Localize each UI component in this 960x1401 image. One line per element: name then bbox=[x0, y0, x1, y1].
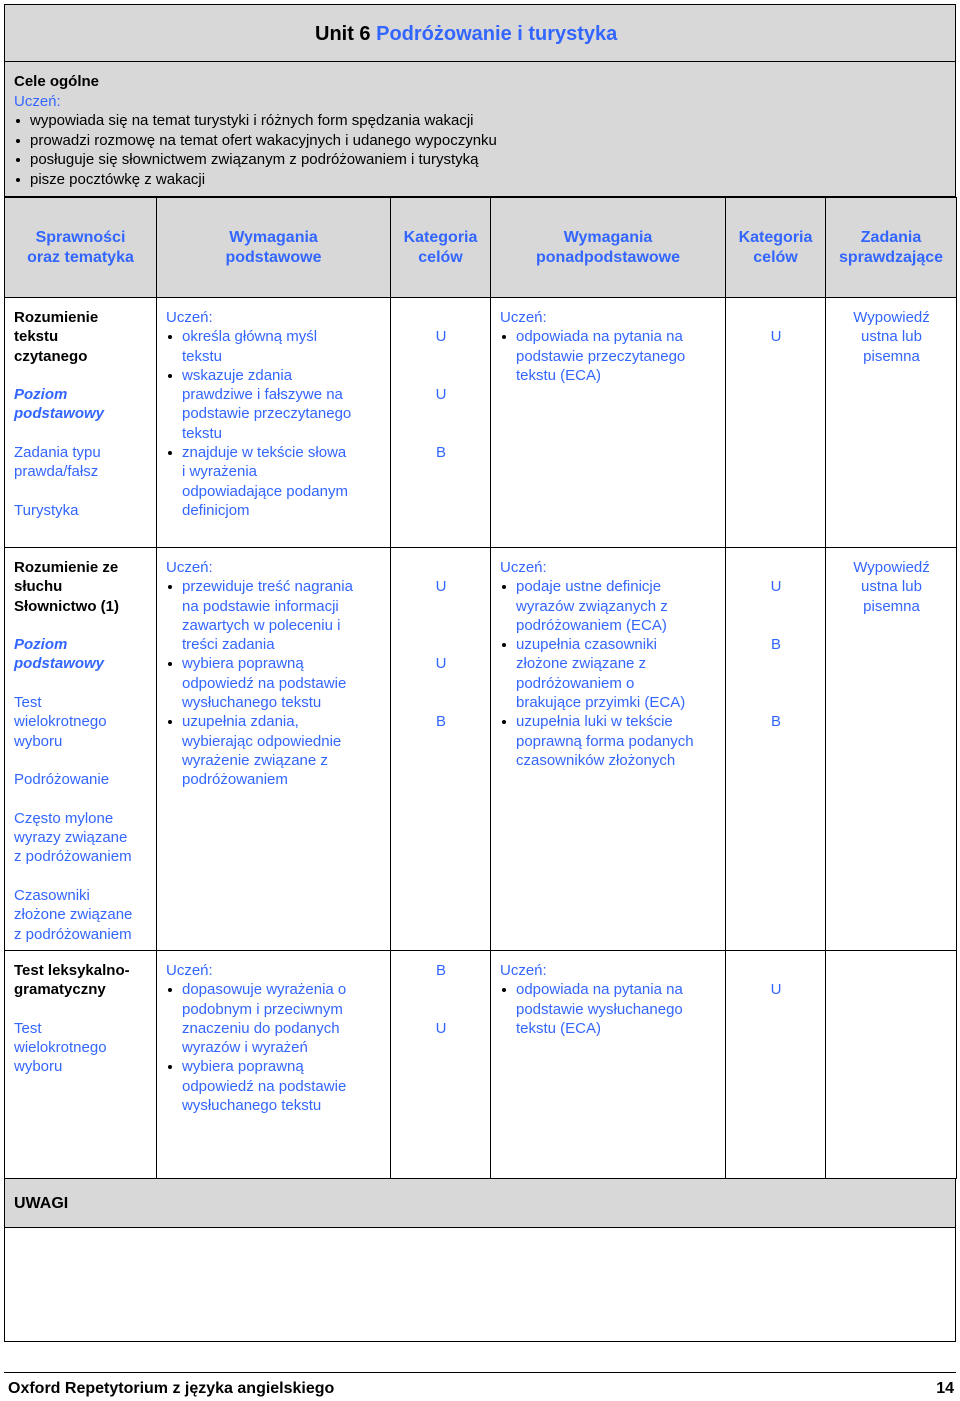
category-letter bbox=[400, 635, 482, 654]
notes-header bbox=[4, 1178, 956, 1228]
list-item bbox=[500, 327, 717, 385]
student-label: Uczeń: bbox=[500, 559, 547, 576]
unit-number: Unit 6 bbox=[315, 23, 371, 45]
category-letter: U bbox=[435, 328, 447, 345]
col-header-basic bbox=[157, 198, 391, 298]
item-line: podstawie przeczytanego bbox=[182, 405, 352, 423]
goals-heading: Cele ogólne bbox=[14, 73, 100, 90]
item-line: tekstu bbox=[182, 424, 223, 442]
category-letter: U bbox=[770, 578, 782, 595]
table-row bbox=[5, 298, 957, 548]
goals-student: Uczeń: bbox=[14, 92, 61, 110]
table-row bbox=[5, 548, 957, 951]
item-line: prawdziwe i fałszywe na bbox=[182, 386, 343, 404]
item-line: przewiduje treść nagrania bbox=[182, 578, 353, 596]
basic-cell bbox=[157, 548, 391, 951]
topic-line: z podróżowaniem bbox=[14, 848, 132, 866]
category-cell bbox=[391, 951, 491, 1179]
task-line: Zadania typu bbox=[14, 444, 101, 462]
category-letter bbox=[400, 346, 482, 365]
item-line: treści zadania bbox=[182, 636, 275, 654]
student-label: Uczeń: bbox=[166, 309, 213, 326]
item-line: wysłuchanego tekstu bbox=[182, 1097, 322, 1115]
col-header-advanced bbox=[491, 198, 726, 298]
category-letter bbox=[735, 596, 817, 615]
requirements-table bbox=[4, 197, 957, 1179]
task-line: wyboru bbox=[14, 732, 63, 750]
category-letter: U bbox=[435, 1019, 447, 1037]
list-item bbox=[166, 327, 382, 366]
student-label: Uczeń: bbox=[500, 309, 547, 326]
category-letter bbox=[400, 1000, 482, 1019]
category-letter: B bbox=[435, 962, 446, 979]
col-header-line: celów bbox=[418, 249, 463, 266]
notes-body[interactable] bbox=[4, 1228, 956, 1342]
category-letter bbox=[400, 404, 482, 423]
check-line: ustna lub bbox=[861, 328, 922, 346]
level-line: podstawowy bbox=[14, 405, 105, 423]
footer-book-title: Oxford Repetytorium z języka angielskiego bbox=[8, 1380, 335, 1397]
list-item bbox=[166, 980, 382, 1057]
skill-cell bbox=[5, 951, 157, 1179]
check-line: Wypowiedź bbox=[853, 309, 930, 326]
check-line: ustna lub bbox=[861, 578, 922, 596]
item-line: poprawną forma podanych bbox=[516, 732, 694, 750]
item-line: wybiera poprawną bbox=[182, 655, 304, 673]
category-letter bbox=[735, 693, 817, 712]
col-header-line: Sprawności bbox=[35, 229, 126, 246]
item-line: wysłuchanego tekstu bbox=[182, 694, 322, 712]
item-line: wybierając odpowiednie bbox=[182, 732, 342, 750]
category-cell bbox=[391, 548, 491, 951]
check-cell bbox=[826, 298, 957, 548]
level-line: Poziom bbox=[14, 386, 68, 404]
category-letter: B bbox=[435, 713, 446, 731]
skill-cell bbox=[5, 298, 157, 548]
table-row bbox=[5, 951, 957, 1179]
task-line: wielokrotnego bbox=[14, 1039, 107, 1057]
category-letter bbox=[400, 673, 482, 692]
category-letter bbox=[400, 693, 482, 712]
col-header-line: podstawowe bbox=[225, 249, 322, 266]
category-letter: B bbox=[770, 713, 781, 731]
col-header-line: oraz tematyka bbox=[27, 249, 134, 266]
category-letter bbox=[400, 616, 482, 635]
level-line: podstawowy bbox=[14, 655, 105, 673]
topic-line: Często mylone bbox=[14, 809, 114, 827]
item-line: tekstu bbox=[182, 347, 223, 365]
task-line: Test bbox=[14, 1019, 42, 1037]
topic-line: Czasowniki bbox=[14, 887, 90, 905]
basic-list bbox=[166, 980, 382, 1115]
list-item bbox=[166, 577, 382, 654]
item-line: podstawie przeczytanego bbox=[516, 347, 686, 365]
basic-cell bbox=[157, 298, 391, 548]
goals-list bbox=[14, 111, 955, 189]
list-item bbox=[500, 635, 717, 712]
student-label: Uczeń: bbox=[166, 559, 213, 576]
unit-title-bar bbox=[4, 4, 956, 62]
item-line: podaje ustne definicje bbox=[516, 578, 662, 596]
advanced-list bbox=[500, 980, 717, 1038]
category-letter bbox=[735, 961, 817, 980]
item-line: określa główną myśl bbox=[182, 328, 318, 346]
category-letter: U bbox=[770, 328, 782, 345]
item-line: uzupełnia zdania, bbox=[182, 713, 299, 731]
task-line: Test bbox=[14, 694, 42, 712]
student-label: Uczeń: bbox=[500, 962, 547, 979]
list-item bbox=[166, 366, 382, 443]
task-line: wielokrotnego bbox=[14, 713, 107, 731]
item-line: odpowiedź na podstawie bbox=[182, 1077, 347, 1095]
item-line: odpowiada na pytania na bbox=[516, 328, 683, 346]
col-header-category bbox=[391, 198, 491, 298]
col-header-line: Kategoria bbox=[738, 229, 813, 246]
check-line: pisemna bbox=[863, 597, 920, 615]
list-item bbox=[166, 443, 382, 520]
col-header-line: Kategoria bbox=[403, 229, 478, 246]
col-header-line: sprawdzające bbox=[838, 249, 944, 266]
category-letter bbox=[400, 366, 482, 385]
basic-cell bbox=[157, 951, 391, 1179]
basic-list bbox=[166, 577, 382, 789]
category-letter: B bbox=[435, 443, 446, 461]
item-line: wyrazów i wyrażeń bbox=[182, 1039, 308, 1057]
item-line: uzupełnia czasowniki bbox=[516, 636, 657, 654]
check-cell bbox=[826, 951, 957, 1179]
notes-label: UWAGI bbox=[14, 1195, 69, 1212]
skill-line: czytanego bbox=[14, 347, 88, 365]
list-item bbox=[500, 712, 717, 770]
task-line: prawda/fałsz bbox=[14, 463, 99, 481]
task-line: wyboru bbox=[14, 1058, 63, 1076]
basic-list bbox=[166, 327, 382, 520]
category-letter bbox=[735, 673, 817, 692]
unit-title bbox=[315, 23, 617, 46]
item-line: podróżowaniem (ECA) bbox=[516, 616, 667, 634]
advanced-cell bbox=[491, 548, 726, 951]
item-line: podróżowaniem o bbox=[516, 674, 635, 692]
col-header-line: celów bbox=[753, 249, 798, 266]
general-goals bbox=[4, 62, 956, 197]
advanced-list bbox=[500, 577, 717, 770]
category-letter: B bbox=[770, 635, 781, 653]
student-label: Uczeń: bbox=[166, 962, 213, 979]
skill-line: gramatyczny bbox=[14, 981, 106, 999]
category-letter: U bbox=[435, 385, 447, 403]
item-line: wyrażenie związane z bbox=[182, 751, 328, 769]
item-line: zawartych w poleceniu i bbox=[182, 616, 341, 634]
table-header-row bbox=[5, 198, 957, 298]
item-line: definicjom bbox=[182, 501, 250, 519]
item-line: podstawie wysłuchanego bbox=[516, 1000, 683, 1018]
skill-line: Rozumienie ze bbox=[14, 559, 119, 576]
col-header-line: ponadpodstawowe bbox=[536, 249, 680, 266]
advanced-cell bbox=[491, 298, 726, 548]
category-letter bbox=[400, 423, 482, 442]
item-line: tekstu (ECA) bbox=[516, 1019, 602, 1037]
item-line: na podstawie informacji bbox=[182, 597, 339, 615]
item-line: tekstu (ECA) bbox=[516, 366, 602, 384]
topic-line: złożone związane bbox=[14, 906, 133, 924]
col-header-skills bbox=[5, 198, 157, 298]
page-footer bbox=[4, 1372, 956, 1400]
item-line: dopasowuje wyrażenia o bbox=[182, 981, 347, 999]
check-line: pisemna bbox=[863, 347, 920, 365]
item-line: wybiera poprawną bbox=[182, 1058, 304, 1076]
category-letter: U bbox=[770, 981, 782, 999]
item-line: podróżowaniem bbox=[182, 771, 288, 789]
unit-topic: Podróżowanie i turystyka bbox=[376, 23, 618, 45]
topic-line: Turystyka bbox=[14, 501, 79, 519]
list-item bbox=[166, 654, 382, 712]
item-line: podobnym i przeciwnym bbox=[182, 1000, 343, 1018]
skill-line: Test leksykalno- bbox=[14, 962, 130, 979]
list-item bbox=[500, 980, 717, 1038]
page-number: 14 bbox=[936, 1380, 954, 1397]
category-letter: U bbox=[435, 655, 447, 673]
list-item bbox=[500, 577, 717, 635]
col-header-line: Wymagania bbox=[229, 229, 318, 246]
item-line: złożone związane z bbox=[516, 655, 647, 673]
category-letter: U bbox=[435, 578, 447, 595]
item-line: odpowiadające podanym bbox=[182, 482, 348, 500]
check-cell bbox=[826, 548, 957, 951]
skill-line: słuchu bbox=[14, 578, 63, 596]
category-letter bbox=[400, 596, 482, 615]
col-header-line: Wymagania bbox=[563, 229, 653, 246]
category-cell bbox=[726, 298, 826, 548]
item-line: czasowników złożonych bbox=[516, 751, 676, 769]
item-line: odpowiada na pytania na bbox=[516, 981, 683, 999]
item-line: i wyrażenia bbox=[182, 463, 258, 481]
skill-line: Rozumienie bbox=[14, 309, 99, 326]
item-line: uzupełnia luki w tekście bbox=[516, 713, 673, 731]
topic-line: wyrazy związane bbox=[14, 829, 128, 847]
item-line: znajduje w tekście słowa bbox=[182, 444, 347, 462]
skill-cell bbox=[5, 548, 157, 951]
goal-item: prowadzi rozmowę na temat ofert wakacyjnych i udanego wypoczynku bbox=[14, 131, 955, 151]
item-line: wyrazów związanych z bbox=[516, 597, 668, 615]
goal-item: wypowiada się na temat turystyki i różnych form spędzania wakacji bbox=[14, 111, 955, 131]
category-cell bbox=[391, 298, 491, 548]
item-line: brakujące przyimki (ECA) bbox=[516, 694, 686, 712]
level-line: Poziom bbox=[14, 636, 68, 654]
category-letter bbox=[735, 616, 817, 635]
item-line: odpowiedź na podstawie bbox=[182, 674, 347, 692]
col-header-category-2 bbox=[726, 198, 826, 298]
category-cell bbox=[726, 951, 826, 1179]
goal-item: pisze pocztówkę z wakacji bbox=[14, 170, 955, 190]
list-item bbox=[166, 712, 382, 789]
item-line: wskazuje zdania bbox=[182, 366, 293, 384]
col-header-check bbox=[826, 198, 957, 298]
check-line: Wypowiedź bbox=[853, 559, 930, 576]
goal-item: posługuje się słownictwem związanym z podróżowaniem i turystyką bbox=[14, 150, 955, 170]
advanced-list bbox=[500, 327, 717, 385]
list-item bbox=[166, 1057, 382, 1115]
advanced-cell bbox=[491, 951, 726, 1179]
item-line: znaczeniu do podanych bbox=[182, 1019, 340, 1037]
category-letter bbox=[735, 654, 817, 673]
topic-line: Podróżowanie bbox=[14, 771, 110, 789]
category-letter bbox=[400, 980, 482, 999]
skill-line: Słownictwo (1) bbox=[14, 597, 119, 615]
skill-line: tekstu bbox=[14, 328, 59, 346]
category-cell bbox=[726, 548, 826, 951]
col-header-line: Zadania bbox=[860, 229, 922, 246]
topic-line: z podróżowaniem bbox=[14, 925, 132, 943]
